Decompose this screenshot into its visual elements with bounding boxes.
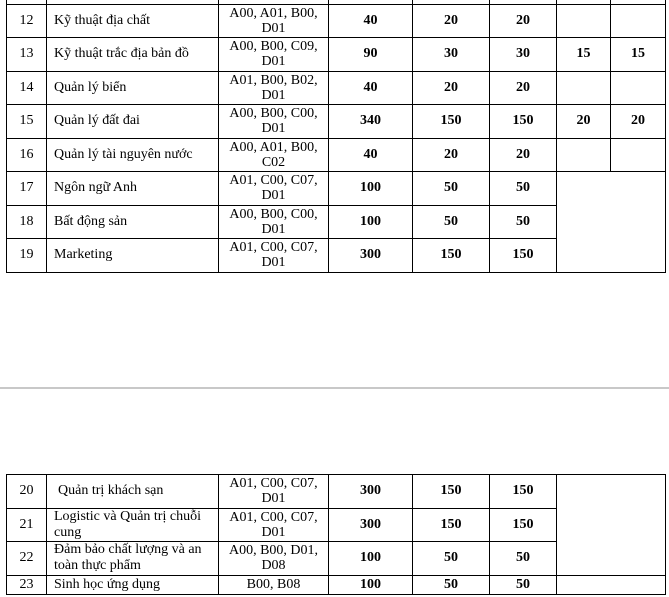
quota-col-d: 15 bbox=[611, 38, 666, 72]
combo-line: D01 bbox=[261, 20, 286, 36]
subject-combinations bbox=[219, 138, 329, 172]
subject-combinations: B00, B08 bbox=[219, 575, 329, 594]
total-quota: 100 bbox=[329, 172, 413, 206]
quota-col-d bbox=[611, 71, 666, 105]
name-line: cung bbox=[54, 524, 82, 540]
quota-col-a: 150 bbox=[413, 508, 490, 542]
table-row bbox=[7, 172, 666, 206]
quota-col-c: 15 bbox=[557, 38, 611, 72]
combo-line: D08 bbox=[261, 558, 286, 574]
quota-col-b: 50 bbox=[490, 205, 557, 239]
subject-combinations bbox=[219, 71, 329, 105]
quota-col-b: 50 bbox=[490, 542, 557, 576]
total-quota: 40 bbox=[329, 71, 413, 105]
quota-col-c bbox=[557, 138, 611, 172]
total-quota: 100 bbox=[329, 542, 413, 576]
quota-col-a: 50 bbox=[413, 205, 490, 239]
merged-empty-cell bbox=[557, 172, 666, 273]
program-name: Quản lý biển bbox=[47, 71, 219, 105]
row-number: 12 bbox=[7, 4, 47, 38]
combo-line: A00, A01, B00, bbox=[229, 5, 318, 21]
total-quota: 40 bbox=[329, 138, 413, 172]
combo-line: D01 bbox=[261, 221, 286, 237]
combo-line: C02 bbox=[261, 154, 286, 170]
quota-col-b: 50 bbox=[490, 575, 557, 594]
combo-line: D01 bbox=[261, 491, 286, 507]
quota-col-b: 50 bbox=[490, 172, 557, 206]
table-row bbox=[7, 71, 666, 105]
combo-line: D01 bbox=[261, 255, 286, 271]
combo-line: D01 bbox=[261, 87, 286, 103]
total-quota: 300 bbox=[329, 475, 413, 509]
quota-col-b: 150 bbox=[490, 475, 557, 509]
combo-line: A01, C00, C07, bbox=[229, 476, 318, 492]
combo-line: A00, B00, C00, bbox=[229, 206, 318, 222]
quota-col-a: 30 bbox=[413, 38, 490, 72]
combo-line: A01, B00, B02, bbox=[229, 72, 318, 88]
table-row bbox=[7, 105, 666, 139]
quota-col-a: 20 bbox=[413, 4, 490, 38]
subject-combinations bbox=[219, 4, 329, 38]
quota-col-b: 150 bbox=[490, 105, 557, 139]
subject-combinations bbox=[219, 105, 329, 139]
quota-col-b: 20 bbox=[490, 71, 557, 105]
quota-col-b: 20 bbox=[490, 4, 557, 38]
program-name bbox=[47, 508, 219, 542]
combo-line: D01 bbox=[261, 188, 286, 204]
program-name: Quản trị khách sạn bbox=[47, 475, 219, 509]
program-name: Marketing bbox=[47, 239, 219, 273]
quota-col-b: 20 bbox=[490, 138, 557, 172]
table-row bbox=[7, 138, 666, 172]
total-quota: 340 bbox=[329, 105, 413, 139]
combo-line: A00, A01, B00, bbox=[229, 139, 318, 155]
quota-col-a: 50 bbox=[413, 542, 490, 576]
quota-col-c bbox=[557, 4, 611, 38]
combo-line: A01, C00, C07, bbox=[229, 240, 318, 256]
quota-col-b: 150 bbox=[490, 239, 557, 273]
subject-combinations bbox=[219, 172, 329, 206]
table-row bbox=[7, 575, 666, 594]
table-row bbox=[7, 38, 666, 72]
quota-col-b: 30 bbox=[490, 38, 557, 72]
merged-empty-cell bbox=[557, 475, 666, 576]
name-line: toàn thực phẩm bbox=[54, 558, 141, 574]
quota-col-a: 150 bbox=[413, 105, 490, 139]
row-number: 16 bbox=[7, 138, 47, 172]
program-name bbox=[47, 542, 219, 576]
quota-col-c: 20 bbox=[557, 105, 611, 139]
program-name: Bất động sản bbox=[47, 205, 219, 239]
subject-combinations bbox=[219, 475, 329, 509]
quota-col-a: 20 bbox=[413, 71, 490, 105]
subject-combinations bbox=[219, 542, 329, 576]
row-number: 18 bbox=[7, 205, 47, 239]
row-number: 15 bbox=[7, 105, 47, 139]
program-name: Ngôn ngữ Anh bbox=[47, 172, 219, 206]
admissions-table-bottom bbox=[6, 474, 666, 595]
quota-col-a: 150 bbox=[413, 475, 490, 509]
combo-line: A00, B00, C00, bbox=[229, 106, 318, 122]
empty-cell bbox=[557, 575, 666, 594]
page-break-divider bbox=[0, 387, 669, 389]
total-quota: 100 bbox=[329, 205, 413, 239]
row-number: 13 bbox=[7, 38, 47, 72]
quota-col-c bbox=[557, 71, 611, 105]
row-number: 14 bbox=[7, 71, 47, 105]
row-number: 23 bbox=[7, 575, 47, 594]
row-number: 20 bbox=[7, 475, 47, 509]
combo-line: D01 bbox=[261, 121, 286, 137]
row-number: 21 bbox=[7, 508, 47, 542]
subject-combinations bbox=[219, 508, 329, 542]
program-name: Quản lý tài nguyên nước bbox=[47, 138, 219, 172]
quota-col-a: 150 bbox=[413, 239, 490, 273]
program-name: Kỹ thuật trắc địa bản đồ bbox=[47, 38, 219, 72]
name-line: Đảm bảo chất lượng và an bbox=[54, 542, 202, 558]
subject-combinations bbox=[219, 205, 329, 239]
row-number: 17 bbox=[7, 172, 47, 206]
quota-col-d bbox=[611, 138, 666, 172]
combo-line: D01 bbox=[261, 54, 286, 70]
quota-col-d: 20 bbox=[611, 105, 666, 139]
quota-col-a: 50 bbox=[413, 172, 490, 206]
admissions-table-top bbox=[6, 0, 666, 273]
program-name: Sinh học ứng dụng bbox=[47, 575, 219, 594]
row-number: 19 bbox=[7, 239, 47, 273]
program-name: Kỹ thuật địa chất bbox=[47, 4, 219, 38]
combo-line: A01, C00, C07, bbox=[229, 509, 318, 525]
row-number: 22 bbox=[7, 542, 47, 576]
quota-col-a: 20 bbox=[413, 138, 490, 172]
total-quota: 90 bbox=[329, 38, 413, 72]
subject-combinations bbox=[219, 239, 329, 273]
quota-col-d bbox=[611, 4, 666, 38]
quota-col-a: 50 bbox=[413, 575, 490, 594]
combo-line: A01, C00, C07, bbox=[229, 173, 318, 189]
total-quota: 300 bbox=[329, 239, 413, 273]
combo-line: A00, B00, C09, bbox=[229, 39, 318, 55]
quota-col-b: 150 bbox=[490, 508, 557, 542]
table-row bbox=[7, 4, 666, 38]
program-name: Quản lý đất đai bbox=[47, 105, 219, 139]
combo-line: A00, B00, D01, bbox=[228, 543, 319, 559]
table-row bbox=[7, 475, 666, 509]
name-line: Logistic và Quản trị chuỗi bbox=[54, 508, 201, 524]
subject-combinations bbox=[219, 38, 329, 72]
total-quota: 300 bbox=[329, 508, 413, 542]
total-quota: 100 bbox=[329, 575, 413, 594]
combo-line: D01 bbox=[261, 524, 286, 540]
total-quota: 40 bbox=[329, 4, 413, 38]
